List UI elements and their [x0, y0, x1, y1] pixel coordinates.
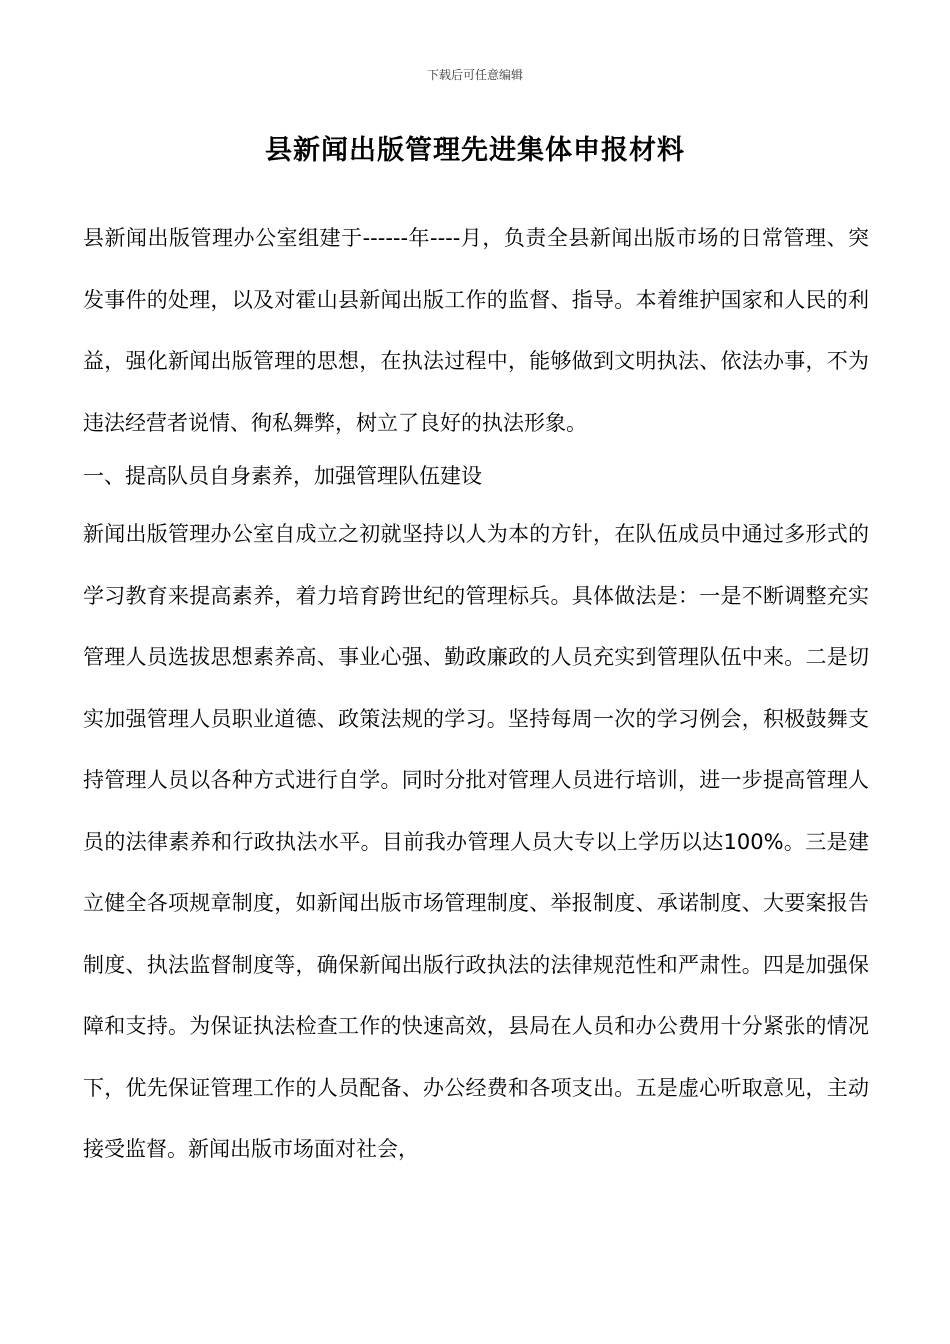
section-paragraph: 新闻出版管理办公室自成立之初就坚持以人为本的方针，在队伍成员中通过多形式的学习教育来提高素养，着力培育跨世纪的管理标兵。具体做法是：一是不断调整充实管理人员选拔思想素养高、事业心强、勤政廉政的人员充实到管理队伍中来。二是切实加强管理人员职业道德、政策法规的学习。坚持每周一次的学习例会，积极鼓舞支持管理人员以各种方式进行自学。同时分批对管理人员进行培训，进一步提高管理人员的法律素养和行政执法水平。目前我办管理人员大专以上学历以达100%。三是建立健全各项规章制度，如新闻出版市场管理制度、举报制度、承诺制度、大要案报告制度、执法监督制度等，确保新闻出版行政执法的法律规范性和严肃性。四是加强保障和支持。为保证执法检查工作的快速高效，县局在人员和办公费用十分紧张的情况下，优先保证管理工作的人员配备、办公经费和各项支出。五是虚心听取意见，主动接受监督。新闻出版市场面对社会， — [83, 522, 869, 1161]
page-title: 县新闻出版管理先进集体申报材料 — [265, 135, 685, 166]
section-heading: 一、提高队员自身素养，加强管理队伍建设 — [83, 464, 482, 488]
header-note: 下载后可任意编辑 — [426, 68, 523, 82]
intro-paragraph: 县新闻出版管理办公室组建于------年----月，负责全县新闻出版市场的日常管理、突发事件的处理，以及对霍山县新闻出版工作的监督、指导。本着维护国家和人民的利益，强化新闻出版管理的思想，在执法过程中，能够做到文明执法、依法办事，不为违法经营者说情、徇私舞弊，树立了良好的执法形象。 — [83, 226, 869, 435]
document-body — [83, 214, 869, 1191]
